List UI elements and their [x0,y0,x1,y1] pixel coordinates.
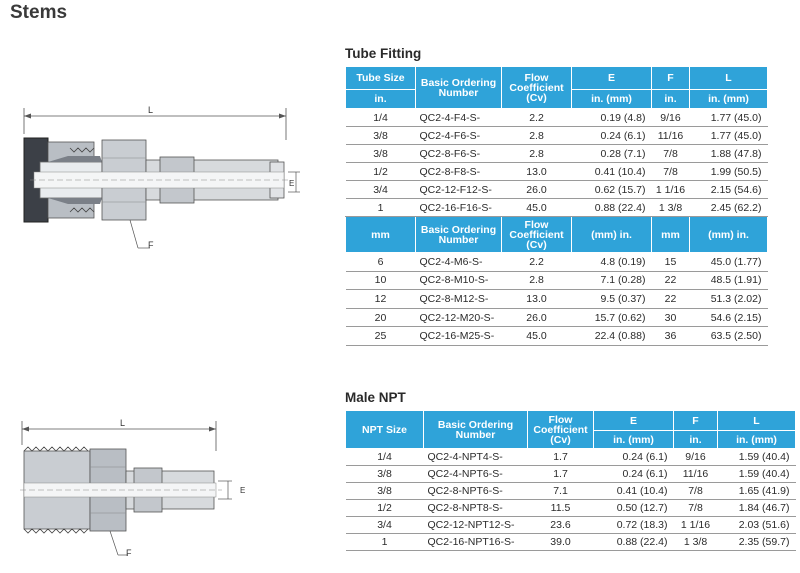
cell-f: 7/8 [652,145,690,163]
npt-unit-e: in. (mm) [594,431,674,449]
npt-dim-f-label: F [126,548,132,558]
cell-cv: 1.7 [528,466,594,483]
cell-e: 22.4 (0.88) [572,327,652,346]
cell-size: 3/8 [346,466,424,483]
cell-part: QC2-12-NPT12-S- [424,517,528,534]
cell-part: QC2-16-F16-S- [416,199,502,217]
table-row [346,290,768,309]
npt-col-f: F [674,411,718,431]
cell-l: 2.03 (51.6) [718,517,796,534]
cell-l: 2.45 (62.2) [690,199,768,217]
table-row [346,517,796,534]
cell-l: 1.65 (41.9) [718,483,796,500]
cell-size: 3/4 [346,181,416,199]
cell-part: QC2-4-F6-S- [416,127,502,145]
cell-part: QC2-4-NPT4-S- [424,449,528,466]
cell-e: 15.7 (0.62) [572,308,652,327]
npt-dim-e-label: E [240,486,246,495]
table-row [346,534,796,551]
cell-part: QC2-8-NPT6-S- [424,483,528,500]
cell-f: 22 [652,290,690,309]
cell-cv: 7.1 [528,483,594,500]
tube-fitting-table [345,66,768,346]
cell-size: 1 [346,534,424,551]
table-row [346,181,768,199]
cell-cv: 45.0 [502,199,572,217]
male-npt-table [345,410,796,551]
cell-f: 11/16 [652,127,690,145]
cell-size: 3/8 [346,127,416,145]
cell-e: 0.50 (12.7) [594,500,674,517]
table-row [346,145,768,163]
unit-f: in. [652,90,690,109]
mm-col-size: mm [346,217,416,253]
cell-part: QC2-12-F12-S- [416,181,502,199]
cell-e: 0.88 (22.4) [572,199,652,217]
cell-e: 0.19 (4.8) [572,109,652,127]
cell-f: 1 3/8 [674,534,718,551]
male-npt-drawing [10,415,310,565]
cell-l: 48.5 (1.91) [690,271,768,290]
npt-col-basic-ordering-number: Basic Ordering Number [424,411,528,449]
cell-cv: 2.2 [502,253,572,272]
cell-l: 1.59 (40.4) [718,449,796,466]
cell-size: 12 [346,290,416,309]
cell-cv: 2.8 [502,127,572,145]
cell-part: QC2-8-M12-S- [416,290,502,309]
cell-f: 1 1/16 [652,181,690,199]
npt-col-flow-coefficient: Flow Coefficient (Cv) [528,411,594,449]
male-npt-title: Male NPT [345,390,406,405]
col-l: L [690,67,768,90]
mm-col-flow-coefficient: Flow Coefficient (Cv) [502,217,572,253]
table-row [346,199,768,217]
cell-cv: 23.6 [528,517,594,534]
cell-size: 3/8 [346,145,416,163]
cell-e: 0.24 (6.1) [594,466,674,483]
cell-size: 1/2 [346,500,424,517]
cell-cv: 11.5 [528,500,594,517]
npt-col-l: L [718,411,796,431]
cell-size: 1 [346,199,416,217]
npt-dim-l-label: L [120,418,126,428]
cell-part: QC2-8-M10-S- [416,271,502,290]
cell-part: QC2-12-M20-S- [416,308,502,327]
table-row [346,253,768,272]
cell-f: 7/8 [652,163,690,181]
cell-l: 1.77 (45.0) [690,127,768,145]
table-row [346,483,796,500]
cell-l: 2.35 (59.7) [718,534,796,551]
cell-part: QC2-8-F8-S- [416,163,502,181]
cell-size: 1/4 [346,449,424,466]
cell-l: 1.77 (45.0) [690,109,768,127]
cell-f: 7/8 [674,500,718,517]
cell-cv: 39.0 [528,534,594,551]
cell-cv: 2.2 [502,109,572,127]
cell-size: 3/8 [346,483,424,500]
cell-e: 7.1 (0.28) [572,271,652,290]
tube-dim-e-label: E [289,179,295,188]
cell-l: 51.3 (2.02) [690,290,768,309]
cell-part: QC2-4-M6-S- [416,253,502,272]
cell-l: 1.59 (40.4) [718,466,796,483]
table-row [346,109,768,127]
cell-f: 1 3/8 [652,199,690,217]
col-tube-size: Tube Size [346,67,416,90]
table-row [346,271,768,290]
cell-l: 54.6 (2.15) [690,308,768,327]
cell-e: 0.41 (10.4) [572,163,652,181]
cell-size: 25 [346,327,416,346]
cell-e: 9.5 (0.37) [572,290,652,309]
mm-col-e: (mm) in. [572,217,652,253]
cell-e: 0.24 (6.1) [572,127,652,145]
cell-l: 63.5 (2.50) [690,327,768,346]
cell-f: 30 [652,308,690,327]
cell-part: QC2-4-F4-S- [416,109,502,127]
tube-fitting-title: Tube Fitting [345,46,422,61]
cell-cv: 2.8 [502,271,572,290]
table-row [346,327,768,346]
cell-f: 1 1/16 [674,517,718,534]
cell-l: 45.0 (1.77) [690,253,768,272]
col-e: E [572,67,652,90]
cell-part: QC2-4-NPT6-S- [424,466,528,483]
cell-f: 11/16 [674,466,718,483]
cell-cv: 45.0 [502,327,572,346]
unit-e: in. (mm) [572,90,652,109]
mm-col-l: (mm) in. [690,217,768,253]
cell-f: 36 [652,327,690,346]
table-row [346,308,768,327]
cell-e: 0.41 (10.4) [594,483,674,500]
table-row [346,449,796,466]
cell-size: 20 [346,308,416,327]
cell-f: 22 [652,271,690,290]
cell-part: QC2-8-NPT8-S- [424,500,528,517]
cell-cv: 26.0 [502,308,572,327]
cell-f: 15 [652,253,690,272]
cell-l: 1.88 (47.8) [690,145,768,163]
cell-e: 0.62 (15.7) [572,181,652,199]
cell-e: 4.8 (0.19) [572,253,652,272]
cell-l: 1.99 (50.5) [690,163,768,181]
cell-f: 7/8 [674,483,718,500]
cell-cv: 1.7 [528,449,594,466]
cell-f: 9/16 [674,449,718,466]
mm-col-f: mm [652,217,690,253]
tube-fitting-drawing [10,100,310,260]
cell-l: 1.84 (46.7) [718,500,796,517]
mm-col-basic-ordering-number: Basic Ordering Number [416,217,502,253]
cell-cv: 13.0 [502,290,572,309]
npt-col-e: E [594,411,674,431]
cell-e: 0.88 (22.4) [594,534,674,551]
cell-size: 10 [346,271,416,290]
cell-e: 0.24 (6.1) [594,449,674,466]
tube-dim-f-label: F [148,240,154,250]
npt-col-size: NPT Size [346,411,424,449]
cell-part: QC2-16-M25-S- [416,327,502,346]
cell-size: 3/4 [346,517,424,534]
cell-size: 6 [346,253,416,272]
cell-cv: 26.0 [502,181,572,199]
table-row [346,127,768,145]
cell-part: QC2-16-NPT16-S- [424,534,528,551]
col-basic-ordering-number: Basic Ordering Number [416,67,502,109]
cell-size: 1/4 [346,109,416,127]
tube-dim-l-label: L [148,105,154,115]
col-flow-coefficient: Flow Coefficient (Cv) [502,67,572,109]
table-row [346,163,768,181]
col-f: F [652,67,690,90]
cell-cv: 13.0 [502,163,572,181]
cell-e: 0.72 (18.3) [594,517,674,534]
cell-part: QC2-8-F6-S- [416,145,502,163]
cell-cv: 2.8 [502,145,572,163]
cell-size: 1/2 [346,163,416,181]
cell-f: 9/16 [652,109,690,127]
npt-unit-f: in. [674,431,718,449]
unit-tube-size: in. [346,90,416,109]
table-row [346,466,796,483]
cell-l: 2.15 (54.6) [690,181,768,199]
page-title: Stems [10,2,68,23]
unit-l: in. (mm) [690,90,768,109]
npt-unit-l: in. (mm) [718,431,796,449]
table-row [346,500,796,517]
cell-e: 0.28 (7.1) [572,145,652,163]
